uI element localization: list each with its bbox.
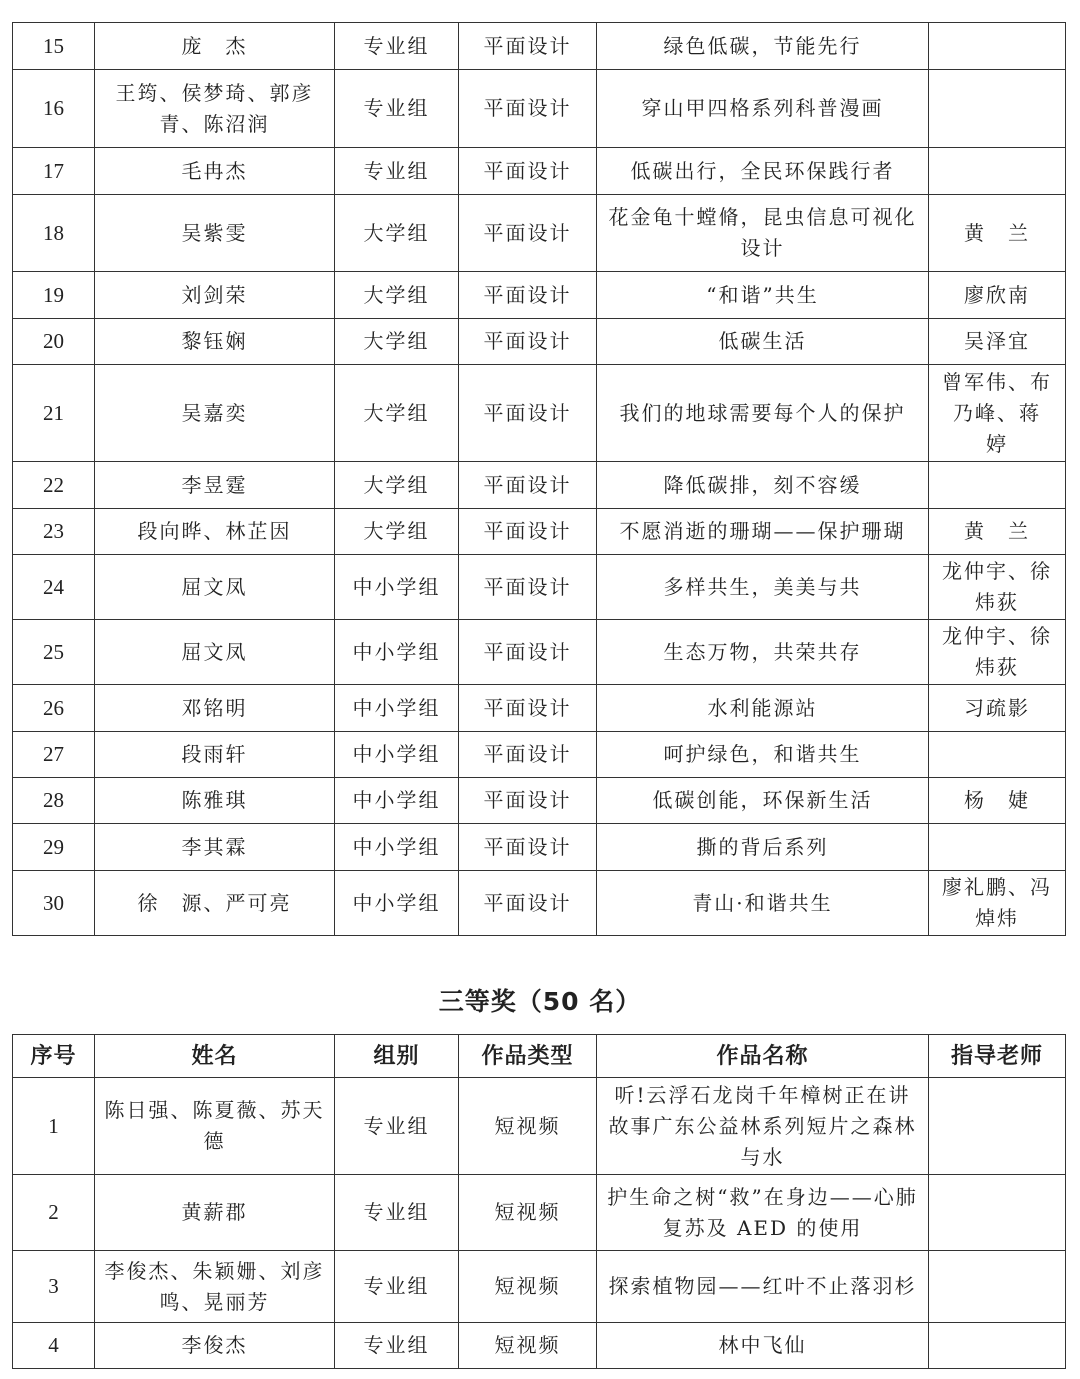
work-title: 探索植物园——红叶不止落羽杉 <box>597 1251 929 1323</box>
work-type: 平面设计 <box>459 824 597 871</box>
group-category: 大学组 <box>335 195 459 272</box>
work-type: 平面设计 <box>459 23 597 70</box>
advisor-name: 廖欣南 <box>929 272 1066 319</box>
advisor-name: 杨 婕 <box>929 778 1066 824</box>
group-category: 大学组 <box>335 462 459 509</box>
row-number: 16 <box>13 70 95 148</box>
group-category: 中小学组 <box>335 778 459 824</box>
work-title: 青山·和谐共生 <box>597 871 929 936</box>
work-title: 穿山甲四格系列科普漫画 <box>597 70 929 148</box>
work-type: 平面设计 <box>459 555 597 620</box>
header-no: 序号 <box>13 1035 95 1078</box>
group-category: 专业组 <box>335 1251 459 1323</box>
work-type: 平面设计 <box>459 778 597 824</box>
header-name: 姓名 <box>95 1035 335 1078</box>
participant-name: 王筠、侯梦琦、郭彦青、陈沼润 <box>95 70 335 148</box>
group-category: 大学组 <box>335 509 459 555</box>
participant-name: 屈文凤 <box>95 620 335 685</box>
group-category: 专业组 <box>335 1078 459 1175</box>
advisor-name: 黄 兰 <box>929 195 1066 272</box>
row-number: 17 <box>13 148 95 195</box>
table-row <box>13 319 1066 365</box>
participant-name: 段向晔、林芷因 <box>95 509 335 555</box>
work-title: 生态万物，共荣共存 <box>597 620 929 685</box>
advisor-name <box>929 1251 1066 1323</box>
group-category: 专业组 <box>335 23 459 70</box>
group-category: 中小学组 <box>335 620 459 685</box>
row-number: 26 <box>13 685 95 732</box>
participant-name: 陈雅琪 <box>95 778 335 824</box>
table-row <box>13 824 1066 871</box>
group-category: 大学组 <box>335 272 459 319</box>
advisor-name <box>929 1078 1066 1175</box>
work-type: 平面设计 <box>459 365 597 462</box>
table-row <box>13 1175 1066 1251</box>
group-category: 中小学组 <box>335 555 459 620</box>
work-type: 短视频 <box>459 1078 597 1175</box>
row-number: 18 <box>13 195 95 272</box>
advisor-name <box>929 70 1066 148</box>
group-category: 专业组 <box>335 1175 459 1251</box>
group-category: 大学组 <box>335 319 459 365</box>
participant-name: 李昱霆 <box>95 462 335 509</box>
work-title: 听!云浮石龙岗千年樟树正在讲故事广东公益林系列短片之森林与水 <box>597 1078 929 1175</box>
participant-name: 李俊杰 <box>95 1323 335 1369</box>
table-row <box>13 1078 1066 1175</box>
third-prize-heading: 三等奖（50 名） <box>438 987 642 1016</box>
award-table-continued <box>12 22 1066 936</box>
participant-name: 徐 源、严可亮 <box>95 871 335 936</box>
table-row <box>13 555 1066 620</box>
row-number: 25 <box>13 620 95 685</box>
advisor-name <box>929 23 1066 70</box>
advisor-name <box>929 732 1066 778</box>
participant-name: 李其霖 <box>95 824 335 871</box>
work-type: 短视频 <box>459 1251 597 1323</box>
table-row <box>13 195 1066 272</box>
table-row <box>13 685 1066 732</box>
advisor-name: 习疏影 <box>929 685 1066 732</box>
row-number: 29 <box>13 824 95 871</box>
work-title: 不愿消逝的珊瑚——保护珊瑚 <box>597 509 929 555</box>
advisor-name <box>929 1323 1066 1369</box>
work-title: 多样共生，美美与共 <box>597 555 929 620</box>
row-number: 3 <box>13 1251 95 1323</box>
work-type: 平面设计 <box>459 685 597 732</box>
work-title: 水利能源站 <box>597 685 929 732</box>
work-type: 平面设计 <box>459 70 597 148</box>
group-category: 专业组 <box>335 148 459 195</box>
work-type: 短视频 <box>459 1175 597 1251</box>
work-title: 撕的背后系列 <box>597 824 929 871</box>
work-type: 平面设计 <box>459 509 597 555</box>
row-number: 15 <box>13 23 95 70</box>
row-number: 19 <box>13 272 95 319</box>
advisor-name: 廖礼鹏、冯焯炜 <box>929 871 1066 936</box>
participant-name: 黎钰娴 <box>95 319 335 365</box>
table-row <box>13 148 1066 195</box>
work-title: 呵护绿色，和谐共生 <box>597 732 929 778</box>
work-type: 平面设计 <box>459 871 597 936</box>
table-row <box>13 365 1066 462</box>
group-category: 专业组 <box>335 70 459 148</box>
row-number: 28 <box>13 778 95 824</box>
row-number: 2 <box>13 1175 95 1251</box>
advisor-name: 曾军伟、布乃峰、蒋 婷 <box>929 365 1066 462</box>
participant-name: 毛冉杰 <box>95 148 335 195</box>
group-category: 中小学组 <box>335 732 459 778</box>
table-header-row <box>13 1035 1066 1078</box>
work-title: 护生命之树“救”在身边——心肺复苏及 AED 的使用 <box>597 1175 929 1251</box>
work-title: 低碳创能，环保新生活 <box>597 778 929 824</box>
work-title: 低碳出行，全民环保践行者 <box>597 148 929 195</box>
participant-name: 邓铭明 <box>95 685 335 732</box>
group-category: 中小学组 <box>335 871 459 936</box>
header-work: 作品名称 <box>597 1035 929 1078</box>
participant-name: 刘剑荣 <box>95 272 335 319</box>
row-number: 21 <box>13 365 95 462</box>
advisor-name: 龙仲宇、徐炜荻 <box>929 555 1066 620</box>
advisor-name <box>929 824 1066 871</box>
table-row <box>13 778 1066 824</box>
table-row <box>13 70 1066 148</box>
participant-name: 庞 杰 <box>95 23 335 70</box>
table-row <box>13 509 1066 555</box>
header-teacher: 指导老师 <box>929 1035 1066 1078</box>
row-number: 30 <box>13 871 95 936</box>
work-title: 我们的地球需要每个人的保护 <box>597 365 929 462</box>
table-row <box>13 23 1066 70</box>
work-title: 林中飞仙 <box>597 1323 929 1369</box>
participant-name: 吴嘉奕 <box>95 365 335 462</box>
advisor-name <box>929 462 1066 509</box>
work-type: 平面设计 <box>459 195 597 272</box>
work-type: 平面设计 <box>459 620 597 685</box>
table-row <box>13 272 1066 319</box>
row-number: 22 <box>13 462 95 509</box>
table-row <box>13 1251 1066 1323</box>
group-category: 专业组 <box>335 1323 459 1369</box>
row-number: 1 <box>13 1078 95 1175</box>
advisor-name <box>929 1175 1066 1251</box>
work-type: 短视频 <box>459 1323 597 1369</box>
participant-name: 李俊杰、朱颖姗、刘彦鸣、晃丽芳 <box>95 1251 335 1323</box>
table-row <box>13 871 1066 936</box>
participant-name: 段雨轩 <box>95 732 335 778</box>
work-type: 平面设计 <box>459 732 597 778</box>
table-row <box>13 462 1066 509</box>
participant-name: 吴紫雯 <box>95 195 335 272</box>
participant-name: 陈日强、陈夏薇、苏天德 <box>95 1078 335 1175</box>
work-type: 平面设计 <box>459 148 597 195</box>
participant-name: 屈文凤 <box>95 555 335 620</box>
row-number: 24 <box>13 555 95 620</box>
work-title: 绿色低碳，节能先行 <box>597 23 929 70</box>
header-type: 作品类型 <box>459 1035 597 1078</box>
work-title: “和谐”共生 <box>597 272 929 319</box>
group-category: 大学组 <box>335 365 459 462</box>
work-title: 低碳生活 <box>597 319 929 365</box>
row-number: 4 <box>13 1323 95 1369</box>
third-prize-table <box>12 1034 1066 1369</box>
table-row <box>13 732 1066 778</box>
participant-name: 黄薪郡 <box>95 1175 335 1251</box>
work-title: 花金龟十螳脩，昆虫信息可视化设计 <box>597 195 929 272</box>
group-category: 中小学组 <box>335 824 459 871</box>
work-type: 平面设计 <box>459 272 597 319</box>
advisor-name <box>929 148 1066 195</box>
row-number: 20 <box>13 319 95 365</box>
advisor-name: 吴泽宜 <box>929 319 1066 365</box>
table-row <box>13 620 1066 685</box>
table-row <box>13 1323 1066 1369</box>
work-title: 降低碳排，刻不容缓 <box>597 462 929 509</box>
work-type: 平面设计 <box>459 462 597 509</box>
row-number: 27 <box>13 732 95 778</box>
header-group: 组别 <box>335 1035 459 1078</box>
group-category: 中小学组 <box>335 685 459 732</box>
row-number: 23 <box>13 509 95 555</box>
advisor-name: 龙仲宇、徐炜荻 <box>929 620 1066 685</box>
advisor-name: 黄 兰 <box>929 509 1066 555</box>
work-type: 平面设计 <box>459 319 597 365</box>
